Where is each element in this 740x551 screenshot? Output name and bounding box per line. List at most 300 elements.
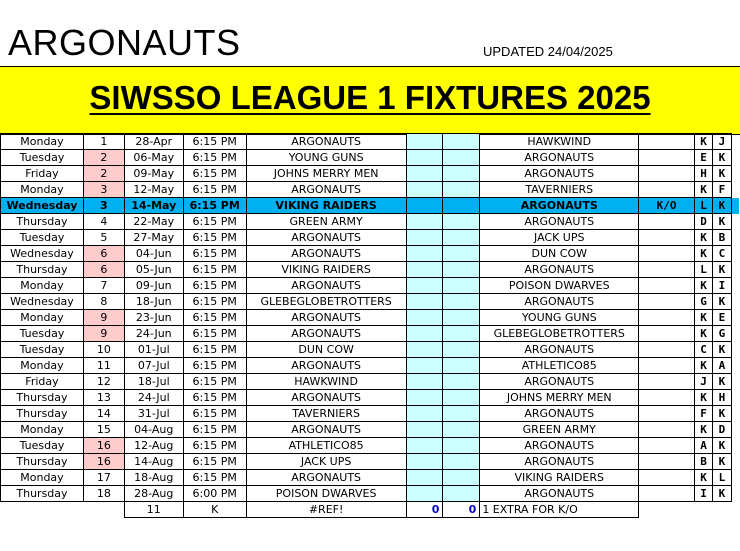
fixture-row [1, 342, 740, 358]
totals-zero-away: 0 [443, 502, 480, 518]
fixture-time: 6:15 PM [183, 454, 246, 470]
fixture-row [1, 294, 740, 310]
totals-count: 11 [124, 502, 183, 518]
fixture-away-score [443, 150, 480, 166]
fixture-code-b: B [712, 230, 731, 246]
fixture-ko-note [639, 470, 695, 486]
fixture-day: Wednesday [1, 198, 84, 214]
fixture-home-team: ARGONAUTS [246, 246, 406, 262]
fixture-row [1, 310, 740, 326]
fixture-away-team: JACK UPS [480, 230, 639, 246]
fixture-home-team: JACK UPS [246, 454, 406, 470]
fixture-code-a: E [695, 150, 713, 166]
fixture-code-b: J [712, 134, 731, 150]
fixture-time: 6:15 PM [183, 470, 246, 486]
fixture-row [1, 326, 740, 342]
fixture-day: Tuesday [1, 230, 84, 246]
fixture-away-team: GREEN ARMY [480, 422, 639, 438]
fixture-code-a: H [695, 166, 713, 182]
fixture-code-a: K [695, 278, 713, 294]
fixture-spacer [731, 422, 739, 438]
fixture-date: 06-May [124, 150, 183, 166]
fixture-home-score [406, 166, 443, 182]
fixture-time: 6:15 PM [183, 326, 246, 342]
fixture-week: 9 [83, 310, 124, 326]
fixture-spacer [731, 438, 739, 454]
fixture-away-team: ATHLETICO85 [480, 358, 639, 374]
fixture-time: 6:00 PM [183, 486, 246, 502]
fixture-week: 4 [83, 214, 124, 230]
fixture-ko-note [639, 358, 695, 374]
fixture-spacer [731, 342, 739, 358]
fixture-week: 3 [83, 182, 124, 198]
fixture-time: 6:15 PM [183, 246, 246, 262]
fixture-week: 7 [83, 278, 124, 294]
fixture-home-team: POISON DWARVES [246, 486, 406, 502]
fixture-date: 24-Jul [124, 390, 183, 406]
fixture-away-score [443, 422, 480, 438]
fixture-day: Thursday [1, 406, 84, 422]
fixture-time: 6:15 PM [183, 182, 246, 198]
fixture-spacer [731, 166, 739, 182]
fixture-code-b: K [712, 406, 731, 422]
fixture-away-score [443, 326, 480, 342]
fixture-row [1, 246, 740, 262]
fixture-row [1, 486, 740, 502]
fixture-row [1, 454, 740, 470]
fixture-date: 14-Aug [124, 454, 183, 470]
fixture-spacer [731, 262, 739, 278]
fixture-ko-note [639, 310, 695, 326]
fixtures-table [0, 133, 740, 518]
fixture-day: Monday [1, 358, 84, 374]
fixture-date: 23-Jun [124, 310, 183, 326]
updated-date: UPDATED 24/04/2025 [483, 44, 613, 59]
fixture-row [1, 198, 740, 214]
fixture-code-b: E [712, 310, 731, 326]
fixture-ko-note [639, 438, 695, 454]
fixture-time: 6:15 PM [183, 390, 246, 406]
fixture-away-team: ARGONAUTS [480, 262, 639, 278]
fixture-away-team: DUN COW [480, 246, 639, 262]
fixture-time: 6:15 PM [183, 230, 246, 246]
fixture-time: 6:15 PM [183, 438, 246, 454]
fixture-date: 07-Jul [124, 358, 183, 374]
fixture-ko-note [639, 278, 695, 294]
fixture-day: Tuesday [1, 438, 84, 454]
fixture-code-b: H [712, 390, 731, 406]
fixture-row [1, 262, 740, 278]
fixture-spacer [731, 230, 739, 246]
fixture-code-b: K [712, 374, 731, 390]
fixture-home-score [406, 470, 443, 486]
fixture-home-team: ARGONAUTS [246, 278, 406, 294]
fixture-home-score [406, 278, 443, 294]
fixture-ko-note [639, 294, 695, 310]
fixture-row [1, 406, 740, 422]
fixture-week: 1 [83, 134, 124, 150]
fixture-code-a: K [695, 230, 713, 246]
totals-blank [1, 502, 84, 518]
fixture-code-a: K [695, 470, 713, 486]
fixture-code-a: C [695, 342, 713, 358]
fixture-spacer [731, 358, 739, 374]
fixture-home-score [406, 486, 443, 502]
fixture-day: Monday [1, 134, 84, 150]
fixture-row [1, 470, 740, 486]
fixture-day: Tuesday [1, 326, 84, 342]
fixture-ko-note [639, 214, 695, 230]
fixture-spacer [731, 310, 739, 326]
fixture-row [1, 278, 740, 294]
fixture-away-score [443, 166, 480, 182]
fixture-spacer [731, 182, 739, 198]
fixture-ko-note [639, 262, 695, 278]
fixture-spacer [731, 326, 739, 342]
totals-blank [639, 502, 695, 518]
fixture-time: 6:15 PM [183, 310, 246, 326]
fixture-ko-note [639, 230, 695, 246]
totals-ref: #REF! [246, 502, 406, 518]
totals-blank [83, 502, 124, 518]
fixture-ko-note [639, 390, 695, 406]
fixture-spacer [731, 150, 739, 166]
totals-blank [695, 502, 713, 518]
fixture-time: 6:15 PM [183, 134, 246, 150]
fixture-code-a: D [695, 214, 713, 230]
fixture-date: 01-Jul [124, 342, 183, 358]
fixture-home-score [406, 438, 443, 454]
fixture-code-a: A [695, 438, 713, 454]
fixture-date: 14-May [124, 198, 183, 214]
fixture-time: 6:15 PM [183, 342, 246, 358]
fixture-week: 2 [83, 166, 124, 182]
totals-blank [731, 502, 739, 518]
fixture-away-score [443, 310, 480, 326]
fixture-spacer [731, 406, 739, 422]
fixture-ko-note [639, 246, 695, 262]
fixture-code-a: K [695, 390, 713, 406]
fixture-time: 6:15 PM [183, 150, 246, 166]
fixture-code-b: K [712, 150, 731, 166]
fixture-date: 09-Jun [124, 278, 183, 294]
fixture-day: Monday [1, 422, 84, 438]
fixture-week: 16 [83, 454, 124, 470]
fixture-home-team: ARGONAUTS [246, 390, 406, 406]
fixture-away-score [443, 486, 480, 502]
fixture-home-team: DUN COW [246, 342, 406, 358]
fixture-away-score [443, 294, 480, 310]
fixture-home-team: YOUNG GUNS [246, 150, 406, 166]
fixture-home-score [406, 294, 443, 310]
fixture-home-score [406, 390, 443, 406]
fixture-ko-note [639, 422, 695, 438]
fixture-home-score [406, 262, 443, 278]
team-title: ARGONAUTS [8, 22, 241, 63]
fixture-week: 11 [83, 358, 124, 374]
fixture-ko-note [639, 326, 695, 342]
fixture-away-team: GLEBEGLOBETROTTERS [480, 326, 639, 342]
fixture-away-team: POISON DWARVES [480, 278, 639, 294]
fixture-spacer [731, 246, 739, 262]
fixture-away-score [443, 390, 480, 406]
fixture-home-team: VIKING RAIDERS [246, 262, 406, 278]
fixture-date: 18-Jul [124, 374, 183, 390]
fixture-home-score [406, 358, 443, 374]
fixture-day: Friday [1, 374, 84, 390]
fixture-home-score [406, 246, 443, 262]
fixture-home-team: ARGONAUTS [246, 230, 406, 246]
fixture-away-score [443, 278, 480, 294]
fixture-code-a: F [695, 406, 713, 422]
fixture-code-a: K [695, 182, 713, 198]
fixture-home-score [406, 374, 443, 390]
fixture-date: 04-Jun [124, 246, 183, 262]
fixture-away-score [443, 214, 480, 230]
fixture-away-team: ARGONAUTS [480, 150, 639, 166]
fixture-date: 28-Aug [124, 486, 183, 502]
fixture-ko-note [639, 166, 695, 182]
fixture-week: 18 [83, 486, 124, 502]
fixture-code-b: G [712, 326, 731, 342]
fixture-home-score [406, 326, 443, 342]
fixture-week: 13 [83, 390, 124, 406]
fixture-away-score [443, 358, 480, 374]
fixture-date: 05-Jun [124, 262, 183, 278]
fixture-home-score [406, 406, 443, 422]
fixture-day: Wednesday [1, 246, 84, 262]
fixture-ko-note [639, 134, 695, 150]
fixture-code-a: L [695, 262, 713, 278]
fixture-home-team: ARGONAUTS [246, 358, 406, 374]
fixture-away-score [443, 438, 480, 454]
league-banner [0, 66, 740, 135]
fixture-code-a: K [695, 310, 713, 326]
fixture-time: 6:15 PM [183, 294, 246, 310]
fixture-date: 12-May [124, 182, 183, 198]
fixture-date: 31-Jul [124, 406, 183, 422]
fixture-week: 10 [83, 342, 124, 358]
fixture-code-b: K [712, 438, 731, 454]
fixture-away-team: ARGONAUTS [480, 486, 639, 502]
totals-zero-home: 0 [406, 502, 443, 518]
fixture-row [1, 182, 740, 198]
fixture-away-team: TAVERNIERS [480, 182, 639, 198]
fixture-code-b: F [712, 182, 731, 198]
fixture-code-b: K [712, 294, 731, 310]
fixture-day: Thursday [1, 486, 84, 502]
fixture-day: Thursday [1, 262, 84, 278]
fixture-code-a: K [695, 246, 713, 262]
fixture-away-team: HAWKWIND [480, 134, 639, 150]
fixture-code-a: L [695, 198, 713, 214]
fixture-row [1, 390, 740, 406]
fixture-home-team: HAWKWIND [246, 374, 406, 390]
fixture-spacer [731, 134, 739, 150]
fixture-home-score [406, 342, 443, 358]
fixture-home-score [406, 182, 443, 198]
fixture-time: 6:15 PM [183, 198, 246, 214]
totals-row [1, 502, 740, 518]
fixture-code-b: A [712, 358, 731, 374]
fixture-away-score [443, 470, 480, 486]
fixture-week: 2 [83, 150, 124, 166]
fixture-away-team: ARGONAUTS [480, 198, 639, 214]
fixture-home-score [406, 310, 443, 326]
fixture-row [1, 230, 740, 246]
fixture-week: 5 [83, 230, 124, 246]
fixture-home-team: VIKING RAIDERS [246, 198, 406, 214]
fixture-away-score [443, 406, 480, 422]
fixture-home-team: JOHNS MERRY MEN [246, 166, 406, 182]
fixture-time: 6:15 PM [183, 422, 246, 438]
fixture-week: 16 [83, 438, 124, 454]
fixture-code-b: K [712, 486, 731, 502]
fixture-row [1, 438, 740, 454]
fixture-ko-note [639, 406, 695, 422]
fixture-away-team: ARGONAUTS [480, 214, 639, 230]
fixture-date: 28-Apr [124, 134, 183, 150]
fixture-week: 17 [83, 470, 124, 486]
fixture-time: 6:15 PM [183, 406, 246, 422]
fixture-spacer [731, 214, 739, 230]
fixture-away-score [443, 230, 480, 246]
fixture-away-team: ARGONAUTS [480, 374, 639, 390]
fixture-code-b: C [712, 246, 731, 262]
fixture-ko-note [639, 182, 695, 198]
fixture-time: 6:15 PM [183, 374, 246, 390]
fixture-home-score [406, 134, 443, 150]
fixture-row [1, 166, 740, 182]
fixture-day: Monday [1, 470, 84, 486]
fixture-away-team: ARGONAUTS [480, 166, 639, 182]
fixture-date: 18-Jun [124, 294, 183, 310]
fixture-time: 6:15 PM [183, 262, 246, 278]
fixture-home-score [406, 198, 443, 214]
fixture-week: 14 [83, 406, 124, 422]
fixture-home-team: ARGONAUTS [246, 182, 406, 198]
fixture-code-b: I [712, 278, 731, 294]
fixture-date: 22-May [124, 214, 183, 230]
fixture-spacer [731, 294, 739, 310]
fixture-row [1, 374, 740, 390]
fixture-spacer [731, 454, 739, 470]
fixture-home-score [406, 150, 443, 166]
fixture-day: Friday [1, 166, 84, 182]
fixture-home-score [406, 422, 443, 438]
fixture-ko-note [639, 150, 695, 166]
fixture-date: 09-May [124, 166, 183, 182]
fixture-home-score [406, 454, 443, 470]
fixture-home-team: ARGONAUTS [246, 326, 406, 342]
fixture-code-b: K [712, 166, 731, 182]
fixture-ko-note [639, 374, 695, 390]
totals-letter: K [183, 502, 246, 518]
fixture-away-team: ARGONAUTS [480, 342, 639, 358]
fixture-home-team: ARGONAUTS [246, 470, 406, 486]
fixture-home-score [406, 214, 443, 230]
fixture-time: 6:15 PM [183, 214, 246, 230]
banner-title: SIWSSO LEAGUE 1 FIXTURES 2025 [89, 79, 651, 116]
fixture-spacer [731, 470, 739, 486]
totals-extra-note: 1 EXTRA FOR K/O [480, 502, 639, 518]
fixture-code-a: I [695, 486, 713, 502]
fixture-time: 6:15 PM [183, 278, 246, 294]
fixture-away-team: ARGONAUTS [480, 406, 639, 422]
fixture-home-team: ARGONAUTS [246, 422, 406, 438]
fixture-week: 12 [83, 374, 124, 390]
fixture-code-a: K [695, 326, 713, 342]
fixture-home-team: ATHLETICO85 [246, 438, 406, 454]
fixture-home-team: ARGONAUTS [246, 310, 406, 326]
fixture-week: 6 [83, 262, 124, 278]
fixture-away-score [443, 262, 480, 278]
fixture-week: 6 [83, 246, 124, 262]
fixture-code-a: K [695, 358, 713, 374]
fixture-away-team: ARGONAUTS [480, 454, 639, 470]
fixture-week: 15 [83, 422, 124, 438]
fixture-time: 6:15 PM [183, 358, 246, 374]
fixture-code-b: K [712, 198, 731, 214]
fixture-home-team: GLEBEGLOBETROTTERS [246, 294, 406, 310]
fixture-away-score [443, 246, 480, 262]
fixture-date: 12-Aug [124, 438, 183, 454]
fixture-ko-note: K/O [639, 198, 695, 214]
fixture-ko-note [639, 486, 695, 502]
fixture-away-team: ARGONAUTS [480, 294, 639, 310]
fixture-row [1, 150, 740, 166]
fixture-day: Thursday [1, 214, 84, 230]
fixture-date: 18-Aug [124, 470, 183, 486]
fixture-day: Tuesday [1, 150, 84, 166]
fixture-away-score [443, 374, 480, 390]
fixture-date: 04-Aug [124, 422, 183, 438]
fixture-code-a: B [695, 454, 713, 470]
fixture-day: Monday [1, 278, 84, 294]
fixture-away-score [443, 134, 480, 150]
fixture-spacer [731, 198, 739, 214]
totals-blank [712, 502, 731, 518]
fixture-code-a: K [695, 422, 713, 438]
fixture-code-b: K [712, 214, 731, 230]
fixture-code-a: J [695, 374, 713, 390]
fixture-code-b: K [712, 262, 731, 278]
fixture-home-score [406, 230, 443, 246]
fixture-away-team: ARGONAUTS [480, 438, 639, 454]
fixture-time: 6:15 PM [183, 166, 246, 182]
fixture-week: 3 [83, 198, 124, 214]
fixture-date: 24-Jun [124, 326, 183, 342]
fixture-day: Monday [1, 310, 84, 326]
fixture-home-team: ARGONAUTS [246, 134, 406, 150]
fixture-away-team: YOUNG GUNS [480, 310, 639, 326]
fixture-day: Monday [1, 182, 84, 198]
fixture-code-a: G [695, 294, 713, 310]
fixture-spacer [731, 278, 739, 294]
fixture-spacer [731, 390, 739, 406]
fixture-home-team: GREEN ARMY [246, 214, 406, 230]
fixture-week: 8 [83, 294, 124, 310]
fixture-code-b: K [712, 342, 731, 358]
fixture-day: Wednesday [1, 294, 84, 310]
fixture-away-score [443, 454, 480, 470]
fixture-week: 9 [83, 326, 124, 342]
fixture-day: Thursday [1, 454, 84, 470]
fixture-away-score [443, 182, 480, 198]
fixture-spacer [731, 374, 739, 390]
fixture-row [1, 358, 740, 374]
fixture-code-b: K [712, 454, 731, 470]
